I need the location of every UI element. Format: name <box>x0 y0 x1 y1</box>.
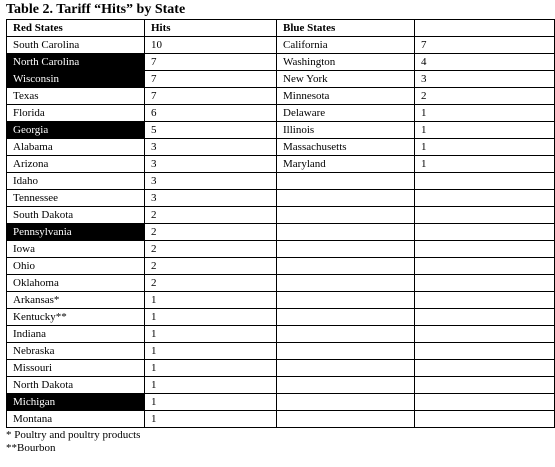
blue-state-cell: California <box>277 37 415 54</box>
table-row <box>7 139 555 156</box>
blue-state-cell <box>277 207 415 224</box>
blue-state-cell <box>277 258 415 275</box>
blue-hits-cell <box>415 411 555 428</box>
blue-state-cell: New York <box>277 71 415 88</box>
table-row <box>7 258 555 275</box>
red-hits-cell: 1 <box>145 377 277 394</box>
blue-hits-cell <box>415 241 555 258</box>
red-hits-cell: 2 <box>145 207 277 224</box>
red-state-cell: North Carolina <box>7 54 145 71</box>
red-state-cell: Nebraska <box>7 343 145 360</box>
red-state-cell: South Dakota <box>7 207 145 224</box>
red-state-cell: Tennessee <box>7 190 145 207</box>
table-row <box>7 411 555 428</box>
table-row <box>7 326 555 343</box>
red-hits-cell: 2 <box>145 224 277 241</box>
table-row <box>7 360 555 377</box>
red-hits-cell: 7 <box>145 54 277 71</box>
table-header-row <box>7 20 555 37</box>
table-row <box>7 207 555 224</box>
table-row <box>7 37 555 54</box>
red-state-cell: Kentucky** <box>7 309 145 326</box>
red-hits-cell: 1 <box>145 360 277 377</box>
blue-state-cell <box>277 173 415 190</box>
blue-hits-cell <box>415 309 555 326</box>
blue-state-cell <box>277 292 415 309</box>
red-hits-cell: 1 <box>145 309 277 326</box>
blue-hits-cell: 1 <box>415 122 555 139</box>
red-state-cell: Montana <box>7 411 145 428</box>
header-blue-hits <box>415 20 555 37</box>
red-state-cell: North Dakota <box>7 377 145 394</box>
red-state-cell: Florida <box>7 105 145 122</box>
red-hits-cell: 2 <box>145 258 277 275</box>
red-state-cell: South Carolina <box>7 37 145 54</box>
footnote-poultry: * Poultry and poultry products <box>6 429 141 441</box>
table-row <box>7 122 555 139</box>
tariff-hits-table <box>6 19 555 428</box>
blue-hits-cell <box>415 377 555 394</box>
red-state-cell: Pennsylvania <box>7 224 145 241</box>
red-hits-cell: 3 <box>145 190 277 207</box>
red-hits-cell: 1 <box>145 394 277 411</box>
red-hits-cell: 3 <box>145 156 277 173</box>
blue-state-cell <box>277 241 415 258</box>
red-hits-cell: 5 <box>145 122 277 139</box>
blue-hits-cell <box>415 360 555 377</box>
table-body <box>7 37 555 428</box>
blue-hits-cell <box>415 190 555 207</box>
red-state-cell: Iowa <box>7 241 145 258</box>
blue-hits-cell <box>415 326 555 343</box>
red-state-cell: Georgia <box>7 122 145 139</box>
red-state-cell: Texas <box>7 88 145 105</box>
red-hits-cell: 1 <box>145 343 277 360</box>
red-hits-cell: 10 <box>145 37 277 54</box>
table-row <box>7 88 555 105</box>
blue-hits-cell <box>415 343 555 360</box>
blue-state-cell <box>277 326 415 343</box>
footnote-bourbon: **Bourbon <box>6 442 56 454</box>
red-hits-cell: 1 <box>145 411 277 428</box>
blue-state-cell: Maryland <box>277 156 415 173</box>
red-state-cell: Indiana <box>7 326 145 343</box>
blue-state-cell <box>277 343 415 360</box>
red-state-cell: Missouri <box>7 360 145 377</box>
table-row <box>7 275 555 292</box>
table-row <box>7 156 555 173</box>
blue-state-cell <box>277 411 415 428</box>
blue-hits-cell <box>415 275 555 292</box>
table-row <box>7 105 555 122</box>
blue-hits-cell: 3 <box>415 71 555 88</box>
blue-state-cell <box>277 309 415 326</box>
red-hits-cell: 7 <box>145 88 277 105</box>
table-row <box>7 224 555 241</box>
red-hits-cell: 1 <box>145 292 277 309</box>
blue-state-cell: Minnesota <box>277 88 415 105</box>
blue-hits-cell: 1 <box>415 139 555 156</box>
blue-state-cell <box>277 377 415 394</box>
blue-state-cell: Delaware <box>277 105 415 122</box>
table-row <box>7 71 555 88</box>
table-row <box>7 173 555 190</box>
table-row <box>7 190 555 207</box>
table-title: Table 2. Tariff “Hits” by State <box>6 2 186 17</box>
blue-state-cell: Massachusetts <box>277 139 415 156</box>
blue-state-cell <box>277 394 415 411</box>
red-state-cell: Michigan <box>7 394 145 411</box>
table-row <box>7 309 555 326</box>
red-state-cell: Arkansas* <box>7 292 145 309</box>
red-hits-cell: 3 <box>145 173 277 190</box>
red-state-cell: Ohio <box>7 258 145 275</box>
blue-hits-cell: 2 <box>415 88 555 105</box>
blue-state-cell: Illinois <box>277 122 415 139</box>
blue-hits-cell <box>415 173 555 190</box>
header-red-states: Red States <box>7 20 145 37</box>
table-row <box>7 343 555 360</box>
table-row <box>7 394 555 411</box>
blue-state-cell: Washington <box>277 54 415 71</box>
blue-hits-cell <box>415 394 555 411</box>
red-state-cell: Arizona <box>7 156 145 173</box>
blue-hits-cell: 4 <box>415 54 555 71</box>
red-state-cell: Idaho <box>7 173 145 190</box>
red-state-cell: Alabama <box>7 139 145 156</box>
blue-hits-cell: 1 <box>415 105 555 122</box>
blue-hits-cell: 7 <box>415 37 555 54</box>
red-state-cell: Oklahoma <box>7 275 145 292</box>
red-hits-cell: 2 <box>145 241 277 258</box>
red-hits-cell: 2 <box>145 275 277 292</box>
blue-state-cell <box>277 224 415 241</box>
blue-hits-cell <box>415 224 555 241</box>
blue-hits-cell <box>415 258 555 275</box>
blue-hits-cell: 1 <box>415 156 555 173</box>
red-hits-cell: 7 <box>145 71 277 88</box>
blue-state-cell <box>277 190 415 207</box>
header-blue-states: Blue States <box>277 20 415 37</box>
table-row <box>7 377 555 394</box>
table-row <box>7 54 555 71</box>
red-hits-cell: 6 <box>145 105 277 122</box>
red-state-cell: Wisconsin <box>7 71 145 88</box>
table-row <box>7 241 555 258</box>
red-hits-cell: 1 <box>145 326 277 343</box>
blue-state-cell <box>277 360 415 377</box>
blue-hits-cell <box>415 207 555 224</box>
table-row <box>7 292 555 309</box>
blue-hits-cell <box>415 292 555 309</box>
red-hits-cell: 3 <box>145 139 277 156</box>
blue-state-cell <box>277 275 415 292</box>
header-red-hits: Hits <box>145 20 277 37</box>
